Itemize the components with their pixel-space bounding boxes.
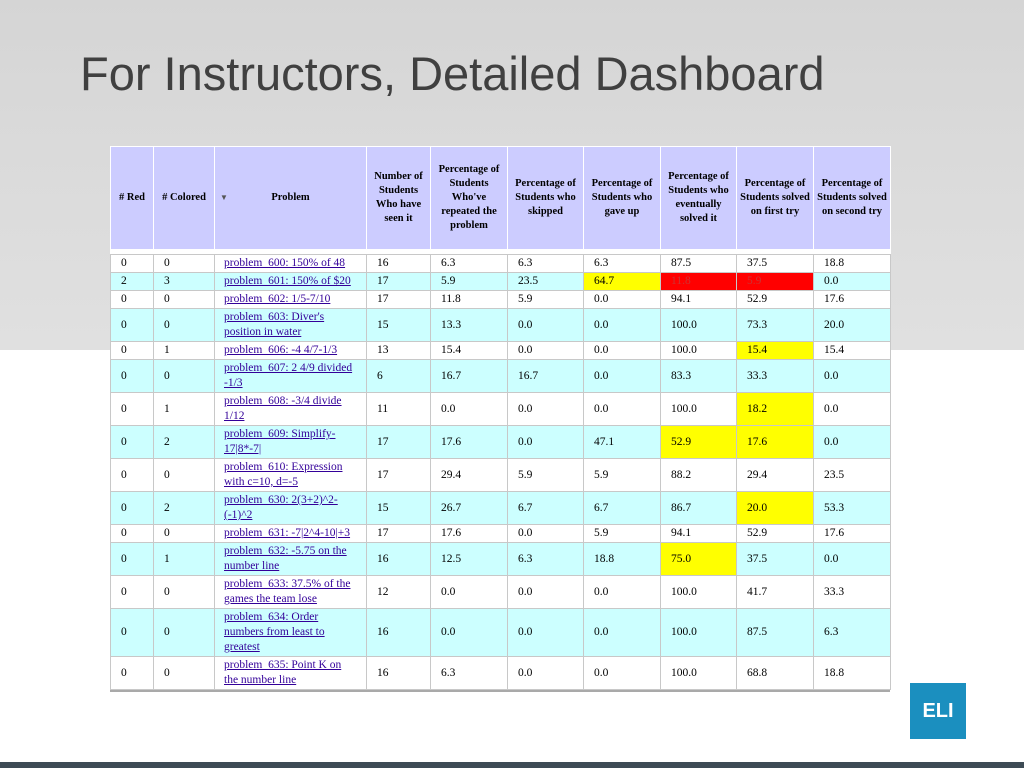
- cell-gave-up: 0.0: [584, 576, 661, 609]
- cell-second: 33.3: [814, 576, 891, 609]
- header-colored[interactable]: # Colored: [154, 147, 215, 250]
- problem-link[interactable]: problem_634: Order numbers from least to greatest: [224, 611, 325, 653]
- header-problem-label: Problem: [271, 192, 310, 203]
- cell-solved: 52.9: [661, 426, 737, 459]
- cell-first: 29.4: [737, 459, 814, 492]
- cell-seen: 17: [367, 291, 431, 309]
- cell-colored: 0: [154, 525, 215, 543]
- cell-seen: 15: [367, 309, 431, 342]
- cell-skipped: 16.7: [508, 360, 584, 393]
- cell-second: 18.8: [814, 657, 891, 690]
- cell-second: 17.6: [814, 525, 891, 543]
- cell-red: 0: [111, 342, 154, 360]
- table-row: [111, 426, 891, 459]
- table-row: [111, 360, 891, 393]
- cell-gave-up: 5.9: [584, 459, 661, 492]
- cell-red: 0: [111, 609, 154, 657]
- cell-colored: 0: [154, 309, 215, 342]
- problem-link[interactable]: problem_630: 2(3+2)^2-(-1)^2: [224, 494, 338, 521]
- table-body: [111, 255, 891, 690]
- cell-first: 37.5: [737, 543, 814, 576]
- cell-seen: 17: [367, 273, 431, 291]
- cell-seen: 15: [367, 492, 431, 525]
- cell-red: 0: [111, 657, 154, 690]
- cell-second: 0.0: [814, 393, 891, 426]
- cell-colored: 0: [154, 576, 215, 609]
- cell-problem: [215, 459, 367, 492]
- cell-skipped: 5.9: [508, 459, 584, 492]
- cell-repeated: 6.3: [431, 657, 508, 690]
- cell-solved: 75.0: [661, 543, 737, 576]
- cell-solved: 11.8: [661, 273, 737, 291]
- cell-skipped: 0.0: [508, 342, 584, 360]
- cell-problem: [215, 309, 367, 342]
- cell-repeated: 0.0: [431, 393, 508, 426]
- cell-problem: [215, 609, 367, 657]
- cell-repeated: 12.5: [431, 543, 508, 576]
- problem-link[interactable]: problem_607: 2 4/9 divided -1/3: [224, 362, 353, 389]
- cell-gave-up: 47.1: [584, 426, 661, 459]
- cell-gave-up: 0.0: [584, 309, 661, 342]
- cell-red: 2: [111, 273, 154, 291]
- cell-gave-up: 0.0: [584, 291, 661, 309]
- cell-second: 0.0: [814, 360, 891, 393]
- cell-colored: 1: [154, 543, 215, 576]
- cell-skipped: 0.0: [508, 426, 584, 459]
- cell-first: 73.3: [737, 309, 814, 342]
- cell-repeated: 6.3: [431, 255, 508, 273]
- cell-first: 37.5: [737, 255, 814, 273]
- cell-second: 23.5: [814, 459, 891, 492]
- cell-problem: [215, 576, 367, 609]
- cell-seen: 16: [367, 255, 431, 273]
- table-row: [111, 609, 891, 657]
- cell-skipped: 6.7: [508, 492, 584, 525]
- header-first-try[interactable]: Percentage of Students solved on first try: [737, 147, 814, 250]
- dashboard-table: [110, 146, 891, 690]
- table-row: [111, 525, 891, 543]
- table-row: [111, 342, 891, 360]
- cell-solved: 100.0: [661, 609, 737, 657]
- cell-solved: 83.3: [661, 360, 737, 393]
- table-row: [111, 309, 891, 342]
- cell-seen: 11: [367, 393, 431, 426]
- cell-red: 0: [111, 360, 154, 393]
- cell-solved: 100.0: [661, 393, 737, 426]
- cell-first: 52.9: [737, 291, 814, 309]
- cell-gave-up: 18.8: [584, 543, 661, 576]
- cell-colored: 2: [154, 492, 215, 525]
- cell-colored: 0: [154, 459, 215, 492]
- cell-colored: 1: [154, 393, 215, 426]
- table-row: [111, 393, 891, 426]
- cell-seen: 16: [367, 609, 431, 657]
- cell-skipped: 0.0: [508, 525, 584, 543]
- cell-skipped: 0.0: [508, 393, 584, 426]
- table-row: [111, 492, 891, 525]
- cell-red: 0: [111, 291, 154, 309]
- cell-problem: [215, 342, 367, 360]
- cell-problem: [215, 360, 367, 393]
- problem-link[interactable]: problem_609: Simplify-17|8*-7|: [224, 428, 336, 455]
- cell-solved: 94.1: [661, 525, 737, 543]
- cell-problem: [215, 657, 367, 690]
- cell-repeated: 17.6: [431, 525, 508, 543]
- dashboard-table-container: [110, 146, 890, 692]
- cell-solved: 100.0: [661, 657, 737, 690]
- cell-gave-up: 64.7: [584, 273, 661, 291]
- problem-link[interactable]: problem_606: -4 4/7-1/3: [224, 344, 338, 356]
- problem-link[interactable]: problem_608: -3/4 divide 1/12: [224, 395, 342, 422]
- table-row: [111, 657, 891, 690]
- cell-gave-up: 0.0: [584, 657, 661, 690]
- problem-link[interactable]: problem_631: -7|2^4-10|+3: [224, 527, 351, 539]
- cell-colored: 0: [154, 360, 215, 393]
- cell-red: 0: [111, 393, 154, 426]
- cell-second: 20.0: [814, 309, 891, 342]
- cell-first: 18.2: [737, 393, 814, 426]
- cell-colored: 2: [154, 426, 215, 459]
- problem-link[interactable]: problem_601: 150% of $20: [224, 275, 351, 287]
- cell-solved: 88.2: [661, 459, 737, 492]
- cell-red: 0: [111, 426, 154, 459]
- table-header-row: [111, 147, 891, 250]
- cell-repeated: 0.0: [431, 576, 508, 609]
- cell-gave-up: 0.0: [584, 609, 661, 657]
- cell-solved: 100.0: [661, 309, 737, 342]
- cell-second: 17.6: [814, 291, 891, 309]
- cell-gave-up: 0.0: [584, 393, 661, 426]
- cell-problem: [215, 543, 367, 576]
- cell-skipped: 23.5: [508, 273, 584, 291]
- cell-repeated: 16.7: [431, 360, 508, 393]
- table-row: [111, 576, 891, 609]
- cell-second: 18.8: [814, 255, 891, 273]
- problem-link[interactable]: problem_600: 150% of 48: [224, 257, 346, 269]
- problem-link[interactable]: problem_602: 1/5-7/10: [224, 293, 331, 305]
- cell-colored: 0: [154, 291, 215, 309]
- cell-seen: 16: [367, 543, 431, 576]
- header-red[interactable]: # Red: [111, 147, 154, 250]
- table-row: [111, 291, 891, 309]
- cell-skipped: 0.0: [508, 576, 584, 609]
- cell-solved: 86.7: [661, 492, 737, 525]
- cell-seen: 17: [367, 459, 431, 492]
- cell-solved: 100.0: [661, 576, 737, 609]
- header-gave-up[interactable]: Percentage of Students who gave up: [584, 147, 661, 250]
- cell-repeated: 29.4: [431, 459, 508, 492]
- cell-second: 15.4: [814, 342, 891, 360]
- cell-problem: [215, 255, 367, 273]
- cell-seen: 17: [367, 525, 431, 543]
- cell-red: 0: [111, 576, 154, 609]
- cell-first: 5.9: [737, 273, 814, 291]
- cell-seen: 16: [367, 657, 431, 690]
- cell-repeated: 11.8: [431, 291, 508, 309]
- cell-first: 68.8: [737, 657, 814, 690]
- slide-title: For Instructors, Detailed Dashboard: [80, 47, 825, 100]
- header-solved[interactable]: Percentage of Students who eventually solved it: [661, 147, 737, 250]
- cell-problem: [215, 393, 367, 426]
- header-seen[interactable]: Number of Students Who have seen it: [367, 147, 431, 250]
- problem-link[interactable]: problem_633: 37.5% of the games the team lose: [224, 578, 351, 605]
- bottom-bar: [0, 762, 1024, 768]
- cell-red: 0: [111, 459, 154, 492]
- cell-first: 41.7: [737, 576, 814, 609]
- table-row: [111, 543, 891, 576]
- cell-second: 53.3: [814, 492, 891, 525]
- cell-solved: 87.5: [661, 255, 737, 273]
- header-problem[interactable]: [215, 147, 367, 250]
- cell-repeated: 5.9: [431, 273, 508, 291]
- cell-problem: [215, 426, 367, 459]
- cell-problem: [215, 273, 367, 291]
- cell-second: 6.3: [814, 609, 891, 657]
- eli-logo: ELI: [910, 683, 966, 739]
- cell-gave-up: 0.0: [584, 342, 661, 360]
- cell-first: 52.9: [737, 525, 814, 543]
- cell-gave-up: 6.7: [584, 492, 661, 525]
- cell-repeated: 13.3: [431, 309, 508, 342]
- cell-problem: [215, 492, 367, 525]
- table-row: [111, 255, 891, 273]
- cell-solved: 94.1: [661, 291, 737, 309]
- cell-red: 0: [111, 255, 154, 273]
- cell-second: 0.0: [814, 273, 891, 291]
- cell-first: 87.5: [737, 609, 814, 657]
- header-second-try[interactable]: Percentage of Students solved on second try: [814, 147, 891, 250]
- cell-seen: 17: [367, 426, 431, 459]
- cell-first: 17.6: [737, 426, 814, 459]
- cell-repeated: 26.7: [431, 492, 508, 525]
- cell-red: 0: [111, 309, 154, 342]
- cell-problem: [215, 291, 367, 309]
- cell-second: 0.0: [814, 426, 891, 459]
- cell-skipped: 6.3: [508, 543, 584, 576]
- cell-first: 33.3: [737, 360, 814, 393]
- problem-link[interactable]: problem_635: Point K on the number line: [224, 659, 342, 686]
- sort-down-icon[interactable]: ▼: [220, 193, 228, 202]
- table-row: [111, 459, 891, 492]
- cell-colored: 0: [154, 255, 215, 273]
- cell-gave-up: 5.9: [584, 525, 661, 543]
- cell-skipped: 0.0: [508, 657, 584, 690]
- cell-gave-up: 6.3: [584, 255, 661, 273]
- cell-red: 0: [111, 543, 154, 576]
- cell-skipped: 0.0: [508, 309, 584, 342]
- cell-seen: 12: [367, 576, 431, 609]
- cell-colored: 0: [154, 609, 215, 657]
- header-skipped[interactable]: Percentage of Students who skipped: [508, 147, 584, 250]
- cell-red: 0: [111, 492, 154, 525]
- cell-repeated: 0.0: [431, 609, 508, 657]
- cell-skipped: 5.9: [508, 291, 584, 309]
- table-row: [111, 273, 891, 291]
- cell-repeated: 15.4: [431, 342, 508, 360]
- problem-link[interactable]: problem_610: Expression with c=10, d=-5: [224, 461, 343, 488]
- cell-seen: 6: [367, 360, 431, 393]
- cell-skipped: 6.3: [508, 255, 584, 273]
- cell-colored: 1: [154, 342, 215, 360]
- cell-skipped: 0.0: [508, 609, 584, 657]
- cell-seen: 13: [367, 342, 431, 360]
- cell-red: 0: [111, 525, 154, 543]
- problem-link[interactable]: problem_603: Diver's position in water: [224, 311, 325, 338]
- cell-first: 15.4: [737, 342, 814, 360]
- header-repeated[interactable]: Percentage of Students Who've repeated the problem: [431, 147, 508, 250]
- cell-problem: [215, 525, 367, 543]
- cell-repeated: 17.6: [431, 426, 508, 459]
- cell-first: 20.0: [737, 492, 814, 525]
- problem-link[interactable]: problem_632: -5.75 on the number line: [224, 545, 347, 572]
- cell-second: 0.0: [814, 543, 891, 576]
- cell-colored: 3: [154, 273, 215, 291]
- cell-solved: 100.0: [661, 342, 737, 360]
- cell-colored: 0: [154, 657, 215, 690]
- cell-gave-up: 0.0: [584, 360, 661, 393]
